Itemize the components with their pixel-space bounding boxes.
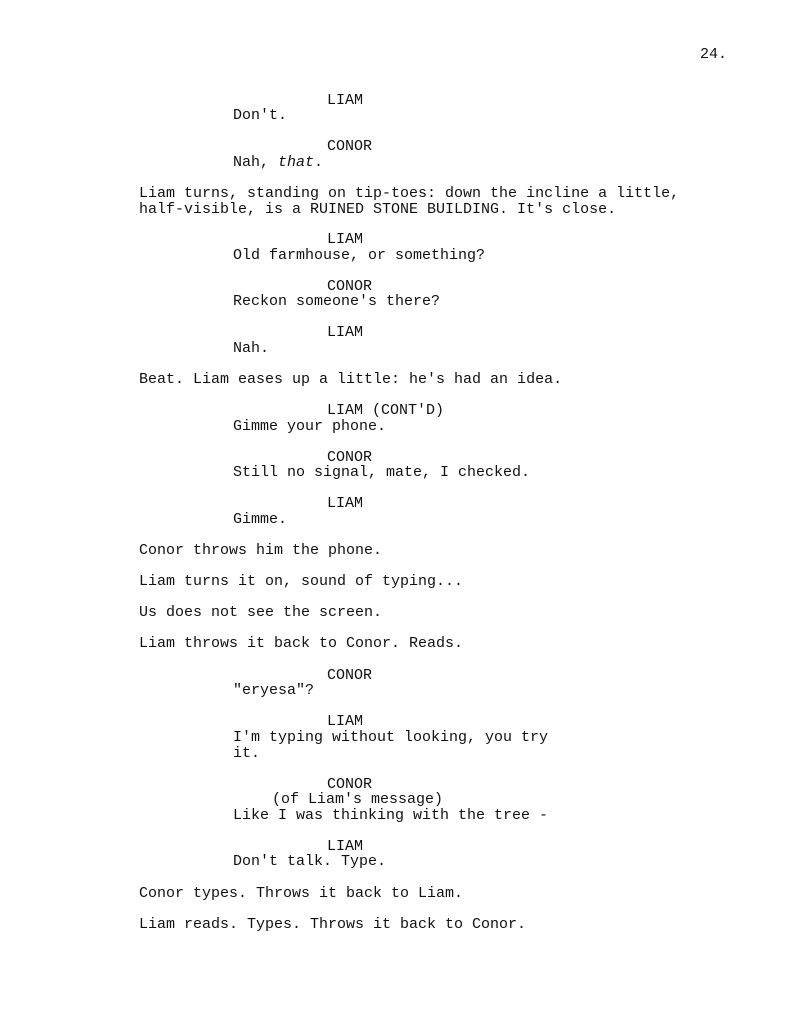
dialogue-line: Like I was thinking with the tree - — [233, 807, 549, 824]
character-cue: CONOR — [327, 138, 373, 155]
dialogue-line: Nah. — [233, 340, 270, 357]
dialogue-line: Don't. — [233, 107, 288, 124]
character-cue: CONOR — [327, 776, 373, 793]
character-cue: LIAM — [327, 231, 364, 248]
dialogue-line: Don't talk. Type. — [233, 853, 387, 870]
character-cue: LIAM — [327, 713, 364, 730]
dialogue-line: "eryesa"? — [233, 682, 315, 699]
dialogue-line: Old farmhouse, or something? — [233, 247, 486, 264]
dialogue-line: Gimme your phone. — [233, 418, 387, 435]
character-cue: CONOR — [327, 667, 373, 684]
action-line: Conor types. Throws it back to Liam. — [139, 885, 464, 902]
action-line: Us does not see the screen. — [139, 604, 383, 621]
action-line: Liam reads. Types. Throws it back to Conor. — [139, 916, 527, 933]
emphasized-word: that — [278, 154, 315, 171]
character-cue: LIAM — [327, 324, 364, 341]
action-line: Beat. Liam eases up a little: he's had an idea. — [139, 371, 563, 388]
page-number: 24. — [700, 46, 728, 63]
action-line: Liam throws it back to Conor. Reads. — [139, 635, 464, 652]
character-cue: LIAM — [327, 838, 364, 855]
parenthetical: (of Liam's message) — [272, 791, 444, 808]
dialogue-line: Reckon someone's there? — [233, 293, 441, 310]
action-line: Conor throws him the phone. — [139, 542, 383, 559]
character-cue: LIAM (CONT'D) — [327, 402, 445, 419]
character-cue: CONOR — [327, 278, 373, 295]
dialogue-line — [233, 155, 323, 171]
action-line: Liam turns, standing on tip-toes: down the incline a little, half-visible, is a RUINED STONE BUILDING. It's close. — [139, 185, 680, 218]
character-cue: LIAM — [327, 92, 364, 109]
character-cue: LIAM — [327, 495, 364, 512]
dialogue-line: Gimme. — [233, 511, 288, 528]
dialogue-text: . — [314, 154, 324, 171]
character-cue: CONOR — [327, 449, 373, 466]
dialogue-text: Nah, — [233, 154, 279, 171]
action-line: Liam turns it on, sound of typing... — [139, 573, 464, 590]
dialogue-line: I'm typing without looking, you try it. — [233, 729, 549, 762]
dialogue-line: Still no signal, mate, I checked. — [233, 464, 531, 481]
